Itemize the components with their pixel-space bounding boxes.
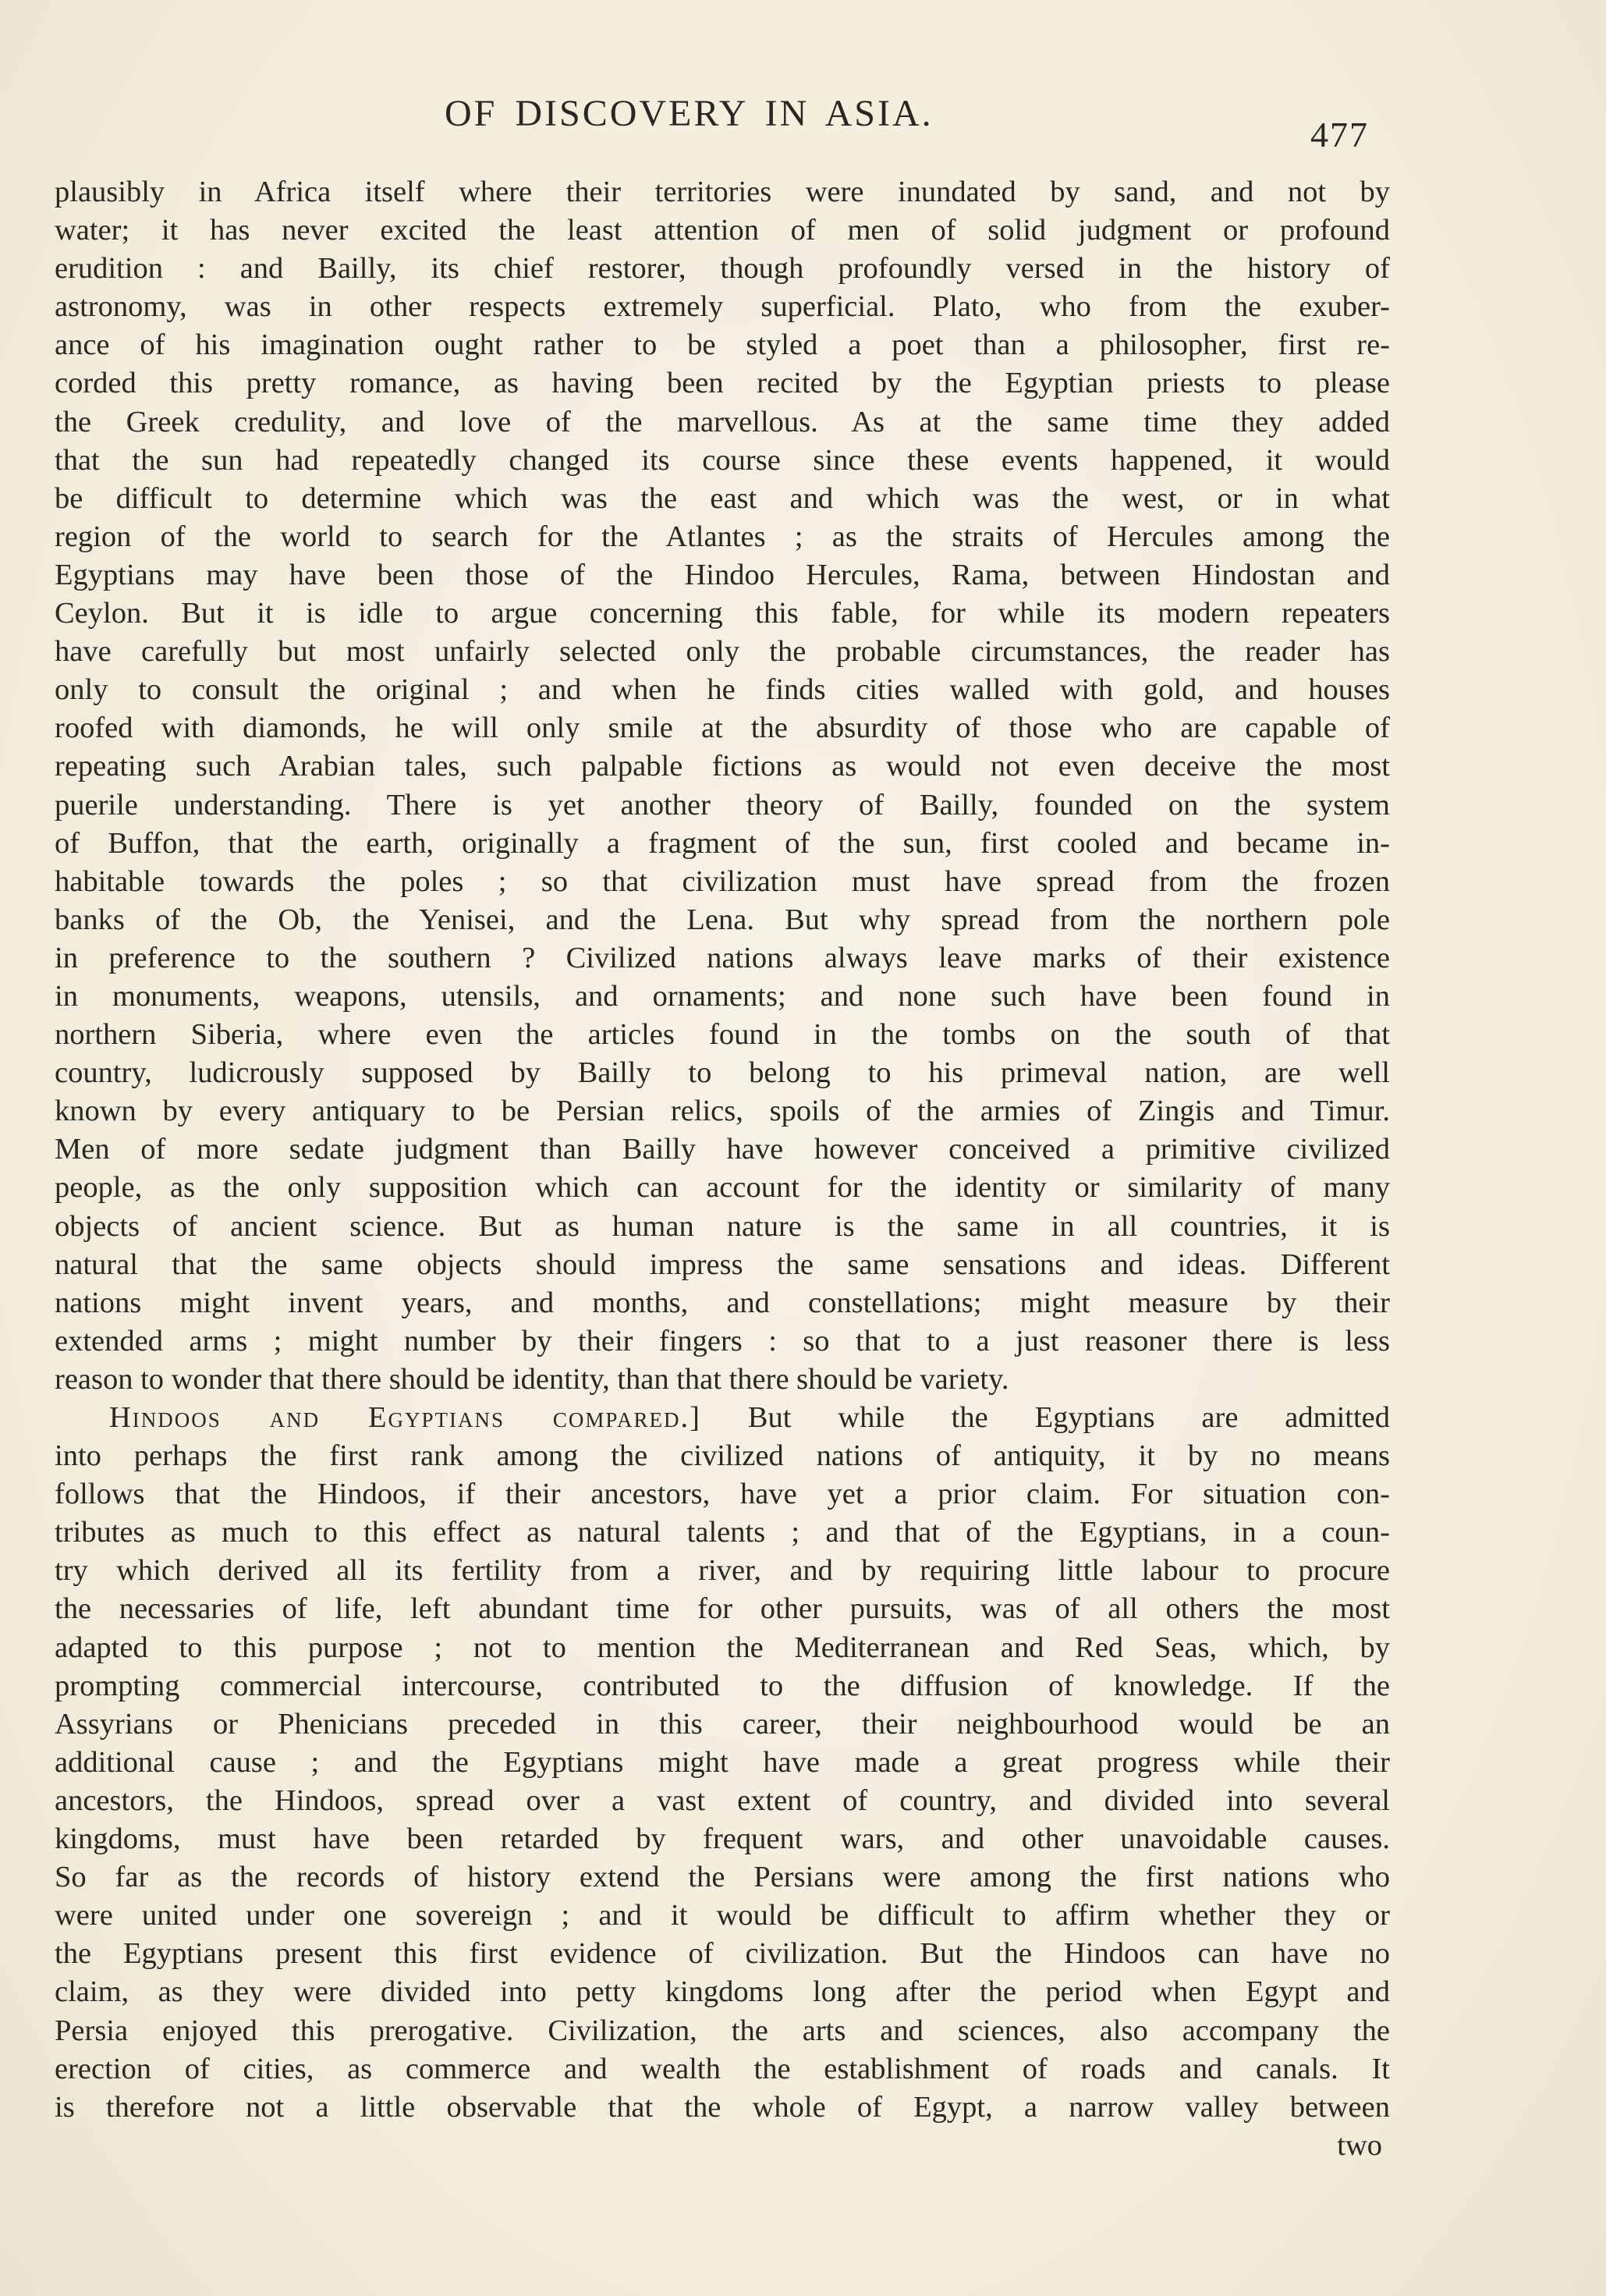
text-line: were united under one sovereign ; and it would be difficult to affirm whether they or	[55, 1899, 1390, 1932]
paragraph-2	[55, 1399, 1390, 2127]
heading-line	[55, 1399, 1390, 1437]
text-line: into perhaps the first rank among the civilized nations of antiquity, it by no means	[55, 1439, 1390, 1473]
text-line: the Egyptians present this first evidence of civilization. But the Hindoos can have no	[55, 1937, 1390, 1971]
text-line: So far as the records of history extend the Persians were among the first nations who	[55, 1861, 1390, 1894]
text-line: roofed with diamonds, he will only smile at the absurdity of those who are capable of	[55, 712, 1390, 745]
text-line: Persia enjoyed this prerogative. Civilization, the arts and sciences, also accompany the	[55, 2014, 1390, 2047]
text-line: tributes as much to this effect as natural talents ; and that of the Egyptians, in a coun-	[55, 1516, 1390, 1549]
text-line: Ceylon. But it is idle to argue concerning this fable, for while its modern repeaters	[55, 597, 1390, 630]
text-line: northern Siberia, where even the articles found in the tombs on the south of that	[55, 1018, 1390, 1052]
text-line: country, ludicrously supposed by Bailly to belong to his primeval nation, are well	[55, 1056, 1390, 1090]
text-line: ancestors, the Hindoos, spread over a vast extent of country, and divided into several	[55, 1783, 1390, 1817]
text-line: nations might invent years, and months, and constellations; might measure by their	[55, 1286, 1390, 1319]
text-line: water; it has never excited the least attention of men of solid judgment or profound	[55, 214, 1390, 247]
text-line: Assyrians or Phenicians preceded in this career, their neighbourhood would be an	[55, 1707, 1390, 1741]
text-line: repeating such Arabian tales, such palpable fictions as would not even deceive the most	[55, 750, 1390, 783]
text-line: the necessaries of life, left abundant time for other pursuits, was of all others the most	[55, 1592, 1390, 1626]
text-line: erection of cities, as commerce and wealth the establishment of roads and canals. It	[55, 2052, 1390, 2085]
text-line: plausibly in Africa itself where their territories were inundated by sand, and not by	[55, 176, 1390, 208]
text-line: in preference to the southern ? Civilized nations always leave marks of their existence	[55, 941, 1390, 974]
text-line: claim, as they were divided into petty kingdoms long after the period when Egypt and	[55, 1975, 1390, 2009]
text-line: Men of more sedate judgment than Bailly have however conceived a primitive civilized	[55, 1133, 1390, 1166]
text-line: known by every antiquary to be Persian relics, spoils of the armies of Zingis and Timur.	[55, 1095, 1390, 1128]
text-line: natural that the same objects should impress the same sensations and ideas. Different	[55, 1247, 1390, 1281]
text-line: erudition : and Bailly, its chief restorer, though profoundly versed in the history of	[55, 252, 1390, 286]
section-heading: Hindoos and Egyptians compared.]	[109, 1401, 701, 1434]
text-line: try which derived all its fertility from a river, and by requiring little labour to procure	[55, 1554, 1390, 1588]
text-line: people, as the only supposition which can account for the identity or similarity of many	[55, 1171, 1390, 1205]
text-line: be difficult to determine which was the east and which was the west, or in what	[55, 481, 1390, 515]
catchword: two	[1337, 2128, 1382, 2162]
text-line: astronomy, was in other respects extremely superficial. Plato, who from the exuber-	[55, 290, 1390, 324]
text-line: have carefully but most unfairly selected only the probable circumstances, the reader has	[55, 635, 1390, 669]
paragraph-1	[55, 173, 1390, 1399]
text-line: follows that the Hindoos, if their ancestors, have yet a prior claim. For situation con-	[55, 1478, 1390, 1511]
text-line: Egyptians may have been those of the Hindoo Hercules, Rama, between Hindostan and	[55, 558, 1390, 591]
heading-line-text: But while the Egyptians are admitted	[747, 1401, 1391, 1434]
running-head: OF DISCOVERY IN ASIA.	[445, 93, 934, 134]
text-line: kingdoms, must have been retarded by frequent wars, and other unavoidable causes.	[55, 1822, 1390, 1856]
text-line: is therefore not a little observable that the whole of Egypt, a narrow valley between	[55, 2090, 1390, 2124]
page-header	[0, 92, 1606, 154]
text-line: adapted to this purpose ; not to mention the Mediterranean and Red Seas, which, by	[55, 1631, 1390, 1664]
page-number: 477	[1310, 115, 1369, 154]
body-text	[55, 173, 1390, 2165]
text-line: prompting commercial intercourse, contributed to the diffusion of knowledge. If the	[55, 1669, 1390, 1702]
text-line: ance of his imagination ought rather to be styled a poet than a philosopher, first re-	[55, 328, 1390, 362]
text-line: additional cause ; and the Egyptians might have made a great progress while their	[55, 1745, 1390, 1779]
text-line: puerile understanding. There is yet another theory of Bailly, founded on the system	[55, 788, 1390, 822]
text-line: reason to wonder that there should be identity, than that there should be variety.	[55, 1362, 1009, 1396]
text-line: of Buffon, that the earth, originally a fragment of the sun, first cooled and became in-	[55, 826, 1390, 860]
text-line: habitable towards the poles ; so that civilization must have spread from the frozen	[55, 864, 1390, 898]
text-line: banks of the Ob, the Yenisei, and the Lena. But why spread from the northern pole	[55, 903, 1390, 936]
text-line: objects of ancient science. But as human nature is the same in all countries, it is	[55, 1209, 1390, 1243]
text-line: extended arms ; might number by their fingers : so that to a just reasoner there is less	[55, 1324, 1390, 1357]
text-line: corded this pretty romance, as having been recited by the Egyptian priests to please	[55, 367, 1390, 400]
text-line: that the sun had repeatedly changed its course since these events happened, it would	[55, 443, 1390, 477]
text-line: the Greek credulity, and love of the marvellous. As at the same time they added	[55, 405, 1390, 438]
text-line: only to consult the original ; and when he finds cities walled with gold, and houses	[55, 673, 1390, 707]
text-line: in monuments, weapons, utensils, and ornaments; and none such have been found in	[55, 979, 1390, 1013]
text-line: region of the world to search for the Atlantes ; as the straits of Hercules among the	[55, 520, 1390, 553]
